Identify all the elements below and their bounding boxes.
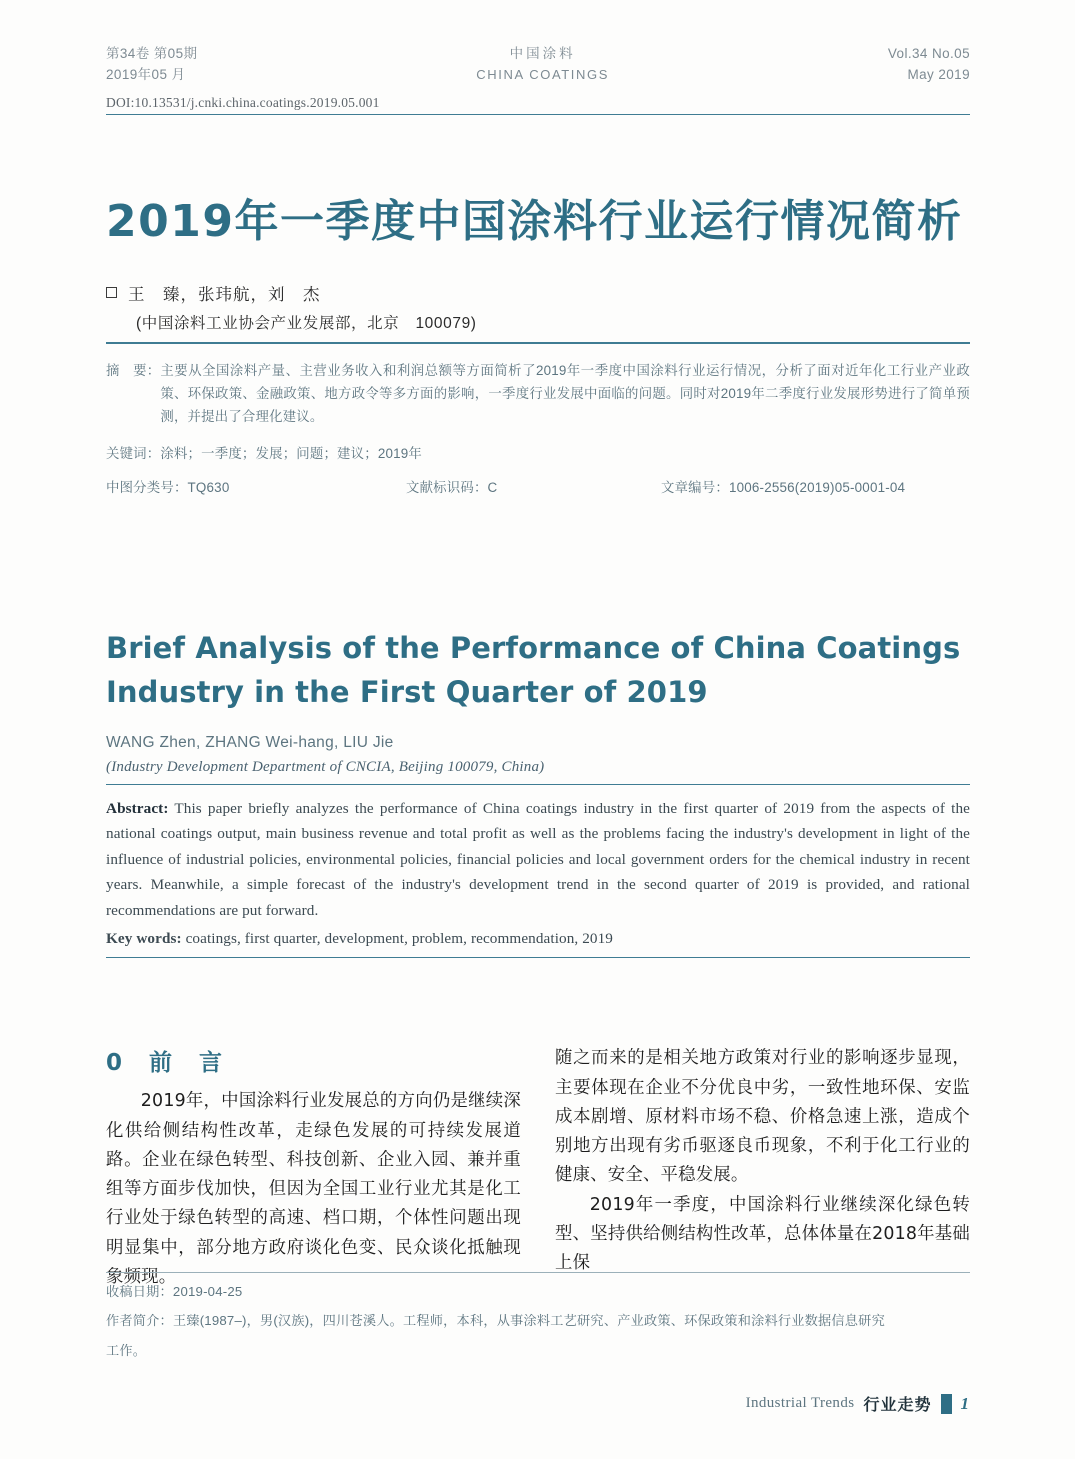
page-footer [746,1392,969,1415]
footnotes [106,1272,970,1361]
abstract-en-text: This paper briefly analyzes the performance of China coatings industry in the first quarter of 2019 from the aspects of the national coatings output, main business revenue and total profit as well as the problems facing the industry's development in light of the influence of industrial policies, environmental policies, financial policies and local government orders for the chemical industry in recent years. Meanwhile, a simple forecast of the industry's development trend in the second quarter of 2019 is provided, and rational recommendations are put forward. [106,799,970,919]
body-column-left [106,1044,521,1292]
received-date: 收稿日期：2019-04-25 [106,1284,243,1299]
abstract-en [106,796,970,924]
title-en: Brief Analysis of the Performance of China Coatings Industry in the First Quarter of 2019 [106,630,961,709]
footer-bar-icon [941,1394,952,1414]
volume-issue: 第34卷 第05期 [106,46,198,61]
english-block [106,626,970,959]
abstract-cn [106,359,970,464]
article-id: 文章编号：1006-2556(2019)05-0001-04 [661,479,906,495]
paragraph: 2019年，中国涂料行业发展总的方向仍是继续深化供给侧结构性改革，走绿色发展的可持续发展道路。企业在绿色转型、科技创新、企业入园、兼并重组等方面步伐加快，但因为全国工业行业尤其是化工行业处于绿色转型的高速、档口期，个体性问题出现明显集中，部分地方政府谈化色变、民众谈化抵触现象频现。 [106,1091,521,1287]
keywords-cn-text: 涂料；一季度；发展；问题；建议；2019年 [160,445,423,461]
footer-section-en: Industrial Trends [745,1395,855,1411]
authors-cn-row [106,281,970,305]
square-bullet-icon [106,287,117,298]
keywords-cn-label: 关键词： [106,445,161,461]
issue-date-cn: 2019年05 月 [106,66,186,82]
abstract-en-rule-bottom [106,957,970,958]
doi-text: DOI:10.13531/j.cnki.china.coatings.2019.05.001 [106,94,380,110]
journal-title-en: CHINA COATINGS [476,66,609,82]
header-rule [106,114,970,115]
issue-date-en: May 2019 [907,66,970,82]
abstract-cn-text: 主要从全国涂料产量、主营业务收入和利润总额等方面简析了2019年一季度中国涂料行业运行情况，分析了面对近年化工行业产业政策、环保政策、金融政策、地方政令等多方面的影响，一季度行业发展中面临的问题。同时对2019年二季度行业发展形势进行了简单预测，并提出了合理化建议。 [160,363,970,425]
page-content [106,44,970,1292]
running-head-right [888,44,970,86]
section-number: 0 [106,1050,125,1077]
paragraph: 2019年一季度，中国涂料行业继续深化绿色转型、坚持供给侧结构性改革，总体体量在2018年基础上保 [555,1194,970,1273]
keywords-en [106,930,970,948]
affiliation-en: (Industry Development Department of CNCIA, Beijing 100079, China) [106,758,545,775]
running-head-center [197,44,888,85]
running-head-left [106,44,197,86]
footer-section-cn: 行业走势 [863,1397,932,1414]
paragraph: 随之而来的是相关地方政策对行业的影响逐步显现，主要体现在企业不分优良中劣，一致性地环保、安监成本剧增、原材料市场不稳、价格急速上涨，造成个别地方出现有劣币驱逐良币现象，不利于化工行业的健康、安全、平稳发展。 [555,1048,970,1186]
keywords-en-text: coatings, first quarter, development, problem, recommendation, 2019 [181,930,613,948]
body-columns [106,1044,970,1292]
classification-row [106,477,970,496]
abstract-cn-rule [106,342,970,344]
document-code: 文献标识码：C [406,479,498,495]
abstract-cn-label: 摘 要： [106,363,161,379]
body-column-right [555,1044,970,1292]
keywords-en-label: Key words: [106,930,182,948]
journal-title-cn: 中国涂料 [509,46,576,61]
authors-cn: 王 臻，张玮航，刘 杰 [128,286,321,305]
page-number: 1 [960,1393,969,1413]
abstract-en-label: Abstract: [106,799,169,817]
title-cn: 2019年一季度中国涂料行业运行情况简析 [106,195,963,247]
abstract-en-rule-top [106,784,970,785]
author-bio-label: 作者简介： [106,1313,173,1329]
section-heading [106,1044,521,1077]
section-title: 前 言 [149,1050,225,1077]
authors-en: WANG Zhen, ZHANG Wei-hang, LIU Jie [106,733,394,751]
volume-issue-en: Vol.34 No.05 [887,46,970,61]
footnote-rule [106,1272,970,1273]
author-bio-continued: 工作。 [106,1342,147,1358]
affiliation-cn: (中国涂料工业协会产业发展部，北京 100079) [136,315,477,333]
running-head [106,44,970,86]
author-bio-text: 王臻(1987–)，男(汉族)，四川苍溪人。工程师，本科，从事涂料工艺研究、产业政策、环保政策和涂料行业数据信息研究 [172,1313,885,1329]
clc-number: 中图分类号：TQ630 [106,479,230,495]
author-bio [106,1310,970,1331]
